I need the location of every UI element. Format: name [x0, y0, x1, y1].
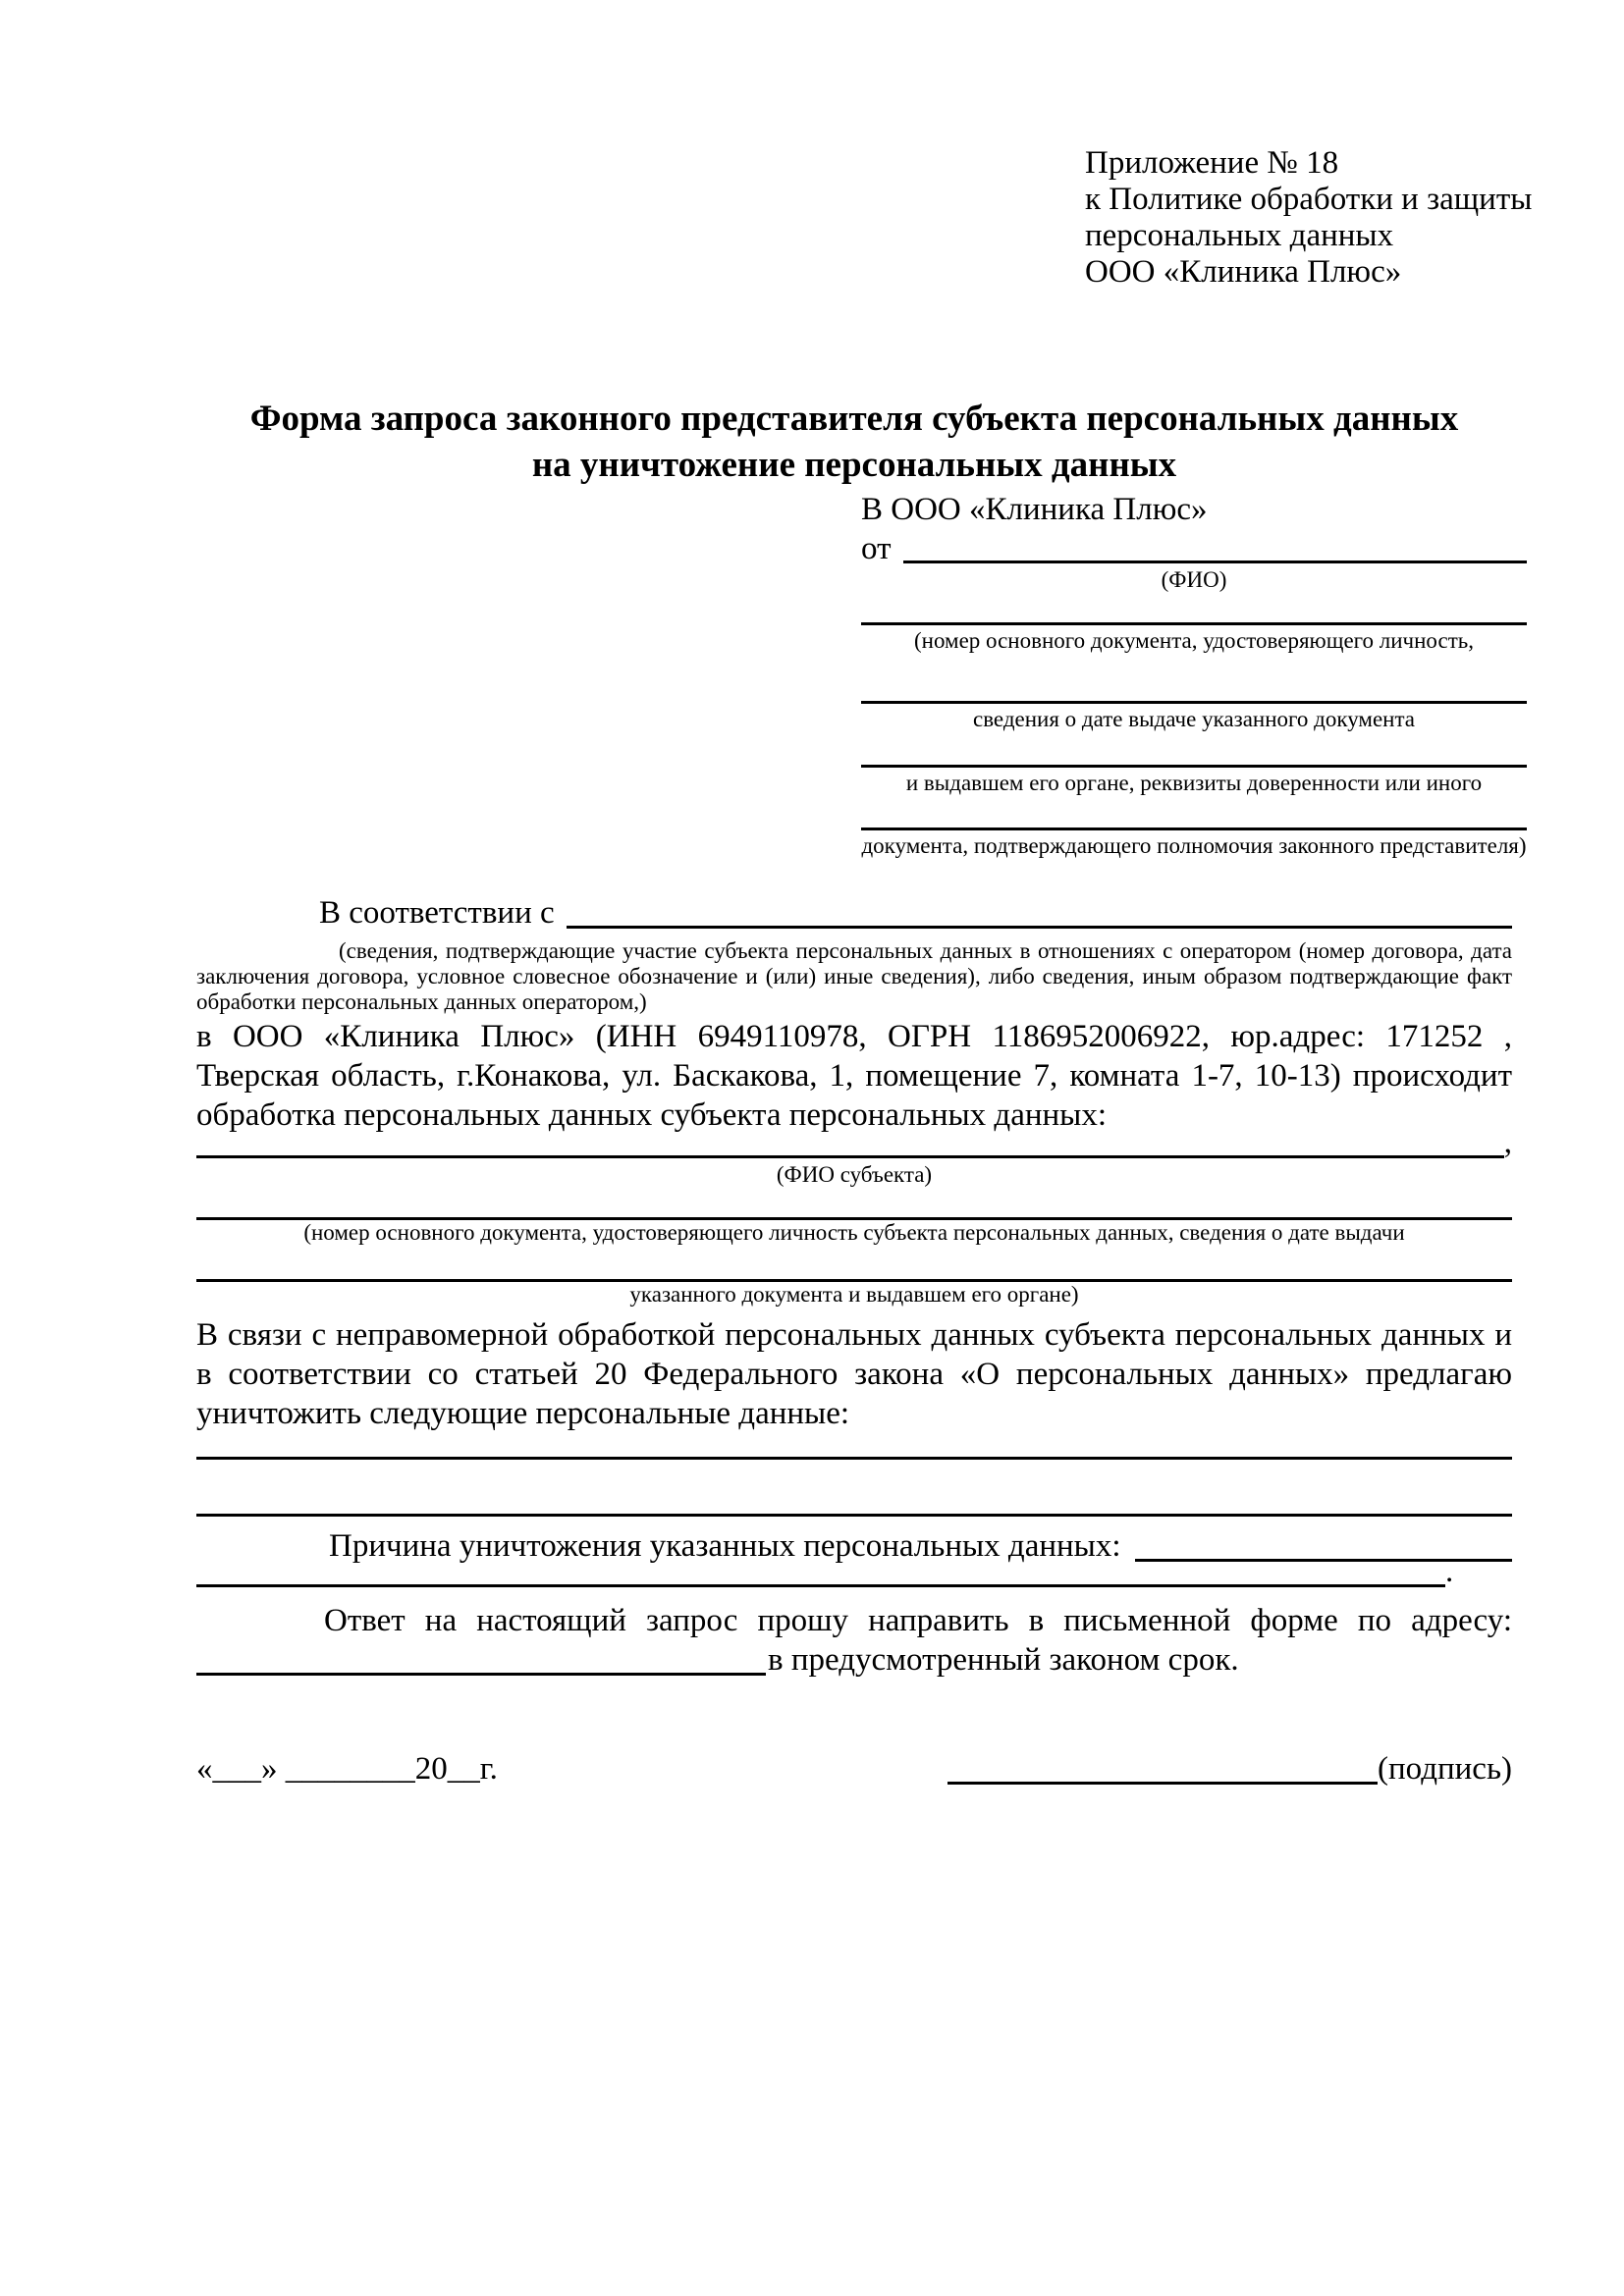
- form-title-line-1: Форма запроса законного представителя субъекта персональных данных: [249, 399, 1459, 439]
- date-line: «___» ________20__г.: [196, 1751, 498, 1787]
- signature-caption: (подпись): [1378, 1751, 1512, 1787]
- accordance-field-line: [567, 925, 1512, 929]
- reply-address-row: [196, 1640, 1512, 1680]
- accordance-row: [196, 893, 1512, 933]
- blank-line: [861, 765, 1527, 768]
- signature-group: [947, 1749, 1512, 1789]
- reason-row: [196, 1526, 1512, 1566]
- blank-line: [861, 828, 1527, 830]
- fio-caption: (ФИО): [1161, 567, 1227, 592]
- doc-issuer-field: [861, 765, 1527, 796]
- signature-field-line: [947, 1781, 1378, 1785]
- period-text: .: [1445, 1554, 1454, 1589]
- data-list-blank-line-2: [196, 1514, 1512, 1517]
- request-paragraph: В связи с неправомерной обработкой персональных данных субъекта персональных данных и в соответствии со статьей 20 Федерального закона «О персональных данных» предлагаю уничтожить следующие персональные данные:: [196, 1317, 1512, 1431]
- subject-fio-field-line: [196, 1154, 1504, 1158]
- subject-doc-caption-1: (номер основного документа, удостоверяющего личность субъекта персональных данных, сведения о дате выдачи: [303, 1220, 1405, 1245]
- address-field-line: [196, 1672, 766, 1676]
- reply-paragraph: Ответ на настоящий запрос прошу направить в письменной форме по адресу:: [324, 1603, 1512, 1638]
- operator-paragraph: в ООО «Клиника Плюс» (ИНН 6949110978, ОГРН 1186952006922, юр.адрес: 171252 , Тверская область, г.Конакова, ул. Баскакова, 1, помещение 7, комната 1-7, 10-13) происходит обработка персональных данных субъекта персональных данных:: [196, 1019, 1512, 1133]
- data-list-blank-line-1: [196, 1457, 1512, 1460]
- from-label: от: [861, 531, 892, 566]
- field-caption: сведения о дате выдаче указанного документа: [972, 707, 1416, 731]
- reason-field-line-2: [196, 1583, 1445, 1587]
- addressee-to: В ООО «Клиника Плюс»: [861, 492, 1208, 527]
- appendix-header-line: Приложение № 18: [1085, 145, 1339, 181]
- appendix-header-line: персональных данных: [1085, 218, 1394, 253]
- addressee-block: [861, 491, 1527, 859]
- appendix-header-line: ООО «Клиника Плюс»: [1085, 254, 1402, 290]
- field-caption: и выдавшем его органе, реквизиты доверенности или иного: [905, 771, 1483, 795]
- doc-number-field: [861, 622, 1527, 654]
- doc-date-field: [861, 701, 1527, 732]
- comma-text: ,: [1503, 1125, 1512, 1160]
- blank-line: [861, 622, 1527, 625]
- subject-doc-caption-2: указанного документа и выдавшем его органе): [629, 1282, 1079, 1307]
- reply-tail-text: в предусмотренный законом срок.: [768, 1642, 1239, 1678]
- reason-continuation-row: [196, 1554, 1512, 1591]
- fio-field-line: [903, 560, 1528, 563]
- subject-fio-caption: (ФИО субъекта): [776, 1162, 933, 1187]
- appendix-header: [1085, 145, 1532, 291]
- blank-line: [861, 701, 1527, 704]
- reason-label: Причина уничтожения указанных персональных данных:: [329, 1528, 1121, 1564]
- form-title-line-2: на уничтожение персональных данных: [531, 445, 1177, 485]
- form-body: [196, 893, 1512, 1680]
- accordance-label: В соответствии с: [319, 895, 555, 931]
- accordance-note: (сведения, подтверждающие участие субъекта персональных данных в отношениях с оператором (номер договора, дата заключения договора, условное словесное обозначение и (или) иные сведения), либо сведения, иным образом подтверждающие факт обработки персональных данных оператором,): [196, 938, 1512, 1014]
- footer-row: [196, 1749, 1512, 1789]
- addressee-from-row: [861, 530, 1527, 567]
- subject-fio-row: [196, 1125, 1512, 1162]
- field-caption: документа, подтверждающего полномочия законного представителя): [861, 833, 1527, 858]
- reason-field-line: [1135, 1558, 1512, 1562]
- field-caption: (номер основного документа, удостоверяющего личность,: [913, 628, 1474, 653]
- appendix-header-line: к Политике обработки и защиты: [1085, 182, 1533, 217]
- doc-authority-field: [861, 828, 1527, 859]
- form-title: [196, 396, 1512, 488]
